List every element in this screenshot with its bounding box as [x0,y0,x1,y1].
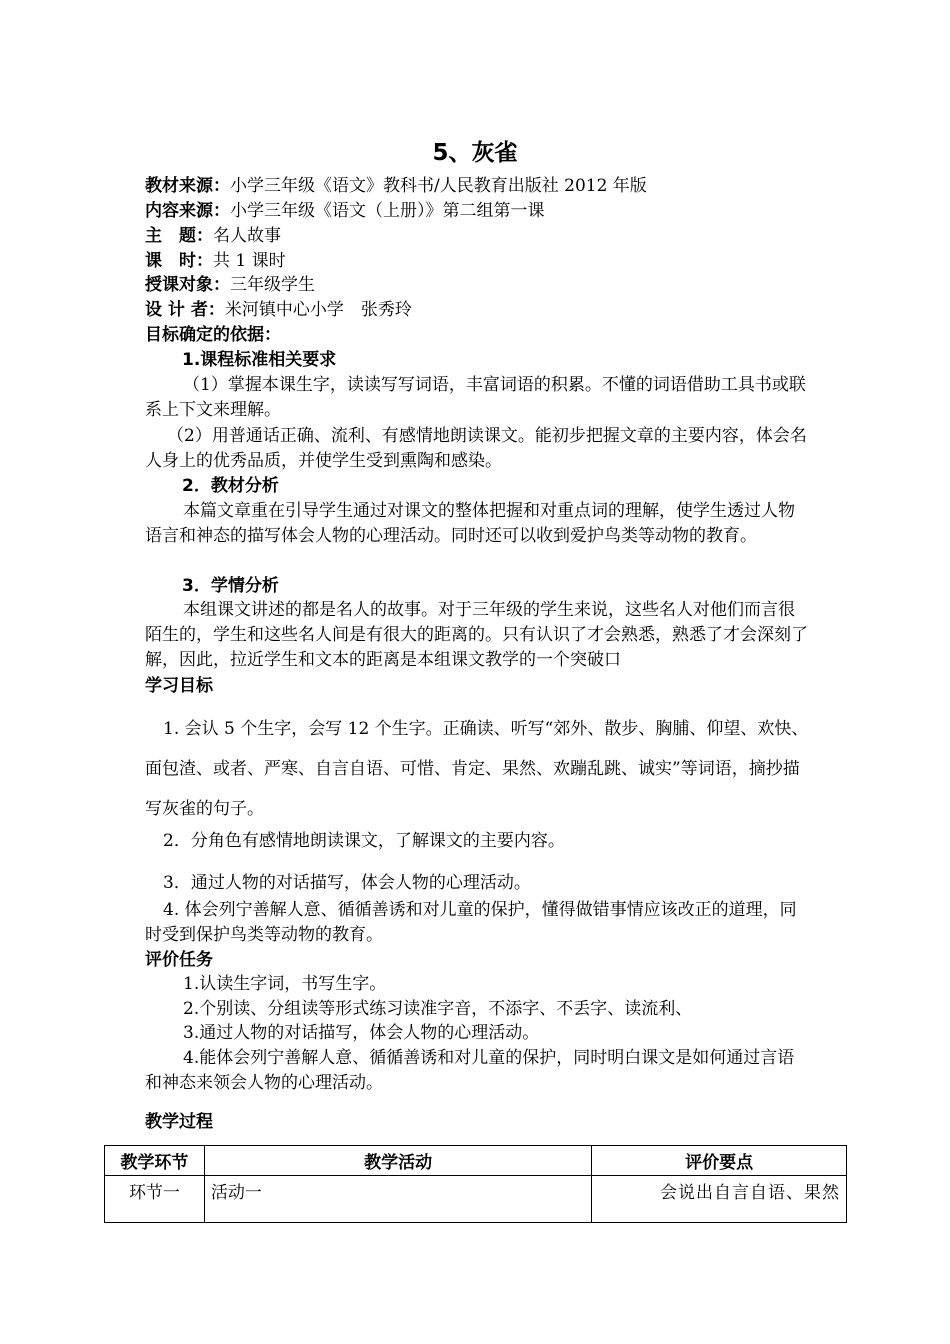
goal-item-1: 1. 会认 5 个生字，会写 12 个生字。正确读、听写“郊外、散步、胸脯、仰望、欢快、面包渣、或者、严寒、自言自语、可惜、肯定、果然、欢蹦乱跳、诚实”等词语，摘抄描写灰雀的句子。 [145,719,809,819]
task-item-4: 4.能体会列宁善解人意、循循善诱和对儿童的保护，同时明白课文是如何通过言语和神态来领会人物的心理活动。 [145,1048,795,1093]
basis-heading: 目标确定的依据： [145,325,281,345]
process-heading: 教学过程 [145,1112,213,1132]
process-table [104,1145,847,1223]
header-evaluation: 评价要点 [592,1146,847,1176]
table-row [105,1176,847,1223]
section-heading-material: 2．教材分析 [182,476,279,496]
cell-evaluation: 会说出自言自语、果然 [592,1176,847,1223]
goal-item-3: 3．通过人物的对话描写，体会人物的心理活动。 [163,873,531,893]
goal-item-2: 2．分角色有感情地朗读课文，了解课文的主要内容。 [163,831,565,851]
page-title: 5、灰雀 [432,140,518,166]
students-paragraph: 本组课文讲述的都是名人的故事。对于三年级的学生来说，这些名人对他们而言很陌生的，学生和这些名人间是有很大的距离的。只有认识了才会熟悉，熟悉了才会深刻了解，因此，拉近学生和文本的距离是本组课文教学的一个突破口 [145,600,808,670]
cell-activity: 活动一 [204,1176,591,1223]
meta-hours: 课 时：共 1 课时 [145,251,286,271]
meta-audience: 授课对象：三年级学生 [145,275,315,295]
section-heading-students: 3．学情分析 [182,576,279,596]
meta-topic: 主 题：名人故事 [145,226,281,246]
goals-heading: 学习目标 [145,676,213,696]
goal-item-4: 4. 体会列宁善解人意、循循善诱和对儿童的保护，懂得做错事情应该改正的道理，同时受到保护鸟类等动物的教育。 [145,900,797,945]
task-item-1: 1.认读生字词，书写生字。 [183,974,387,994]
standards-paragraph-1: （1）掌握本课生字，读读写写词语，丰富词语的积累。不懂的词语借助工具书或联系上下文来理解。 [145,375,806,420]
meta-content: 内容来源：小学三年级《语文（上册）》第二组第一课 [145,201,545,221]
task-item-2: 2.个别读、分组读等形式练习读准字音，不添字、不丢字、读流利、 [183,999,693,1019]
meta-designer: 设 计 者：米河镇中心小学 张秀玲 [145,300,412,320]
header-activity: 教学活动 [204,1146,591,1176]
header-stage: 教学环节 [105,1146,205,1176]
cell-stage: 环节一 [105,1176,205,1223]
table-header-row [105,1146,847,1176]
meta-source: 教材来源：小学三年级《语文》教科书/人民教育出版社 2012 年版 [145,176,647,196]
material-paragraph: 本篇文章重在引导学生通过对课文的整体把握和对重点词的理解，使学生透过人物语言和神态的描写体会人物的心理活动。同时还可以收到爱护鸟类等动物的教育。 [145,501,795,546]
standards-paragraph-2: （2）用普通话正确、流利、有感情地朗读课文。能初步把握文章的主要内容，体会名人身上的优秀品质，并使学生受到熏陶和感染。 [145,426,807,471]
task-item-3: 3.通过人物的对话描写，体会人物的心理活动。 [183,1023,540,1043]
tasks-heading: 评价任务 [145,950,213,970]
section-heading-standards: 1.课程标准相关要求 [182,350,337,370]
